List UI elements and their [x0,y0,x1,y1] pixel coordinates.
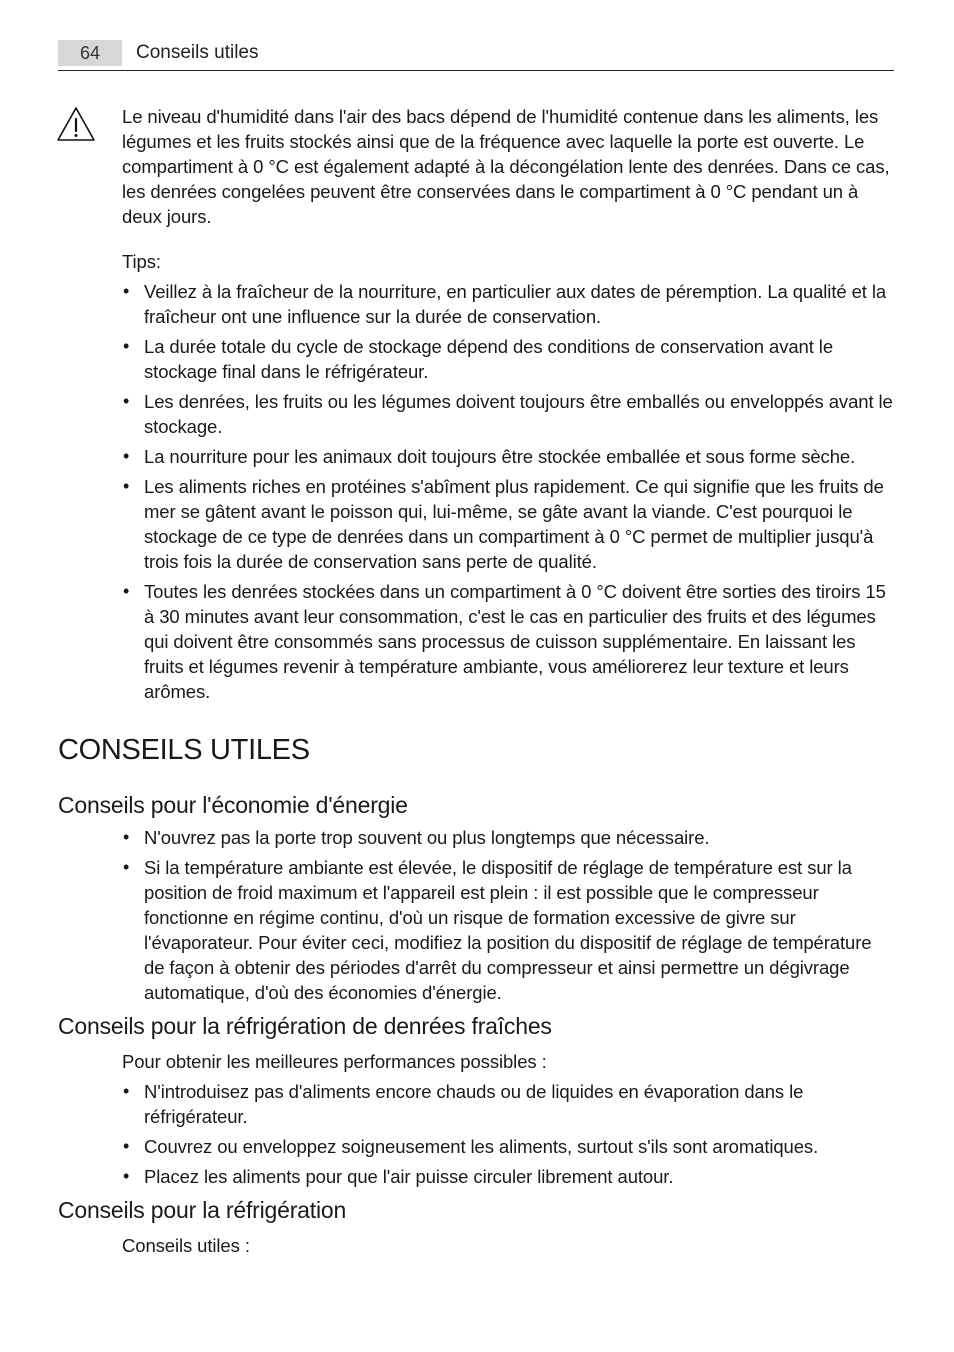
tips-list [122,279,894,704]
list-item: • Toutes les denrées stockées dans un compartiment à 0 °C doivent être sorties des tiroirs 15 à 30 minutes avant leur consommation, c'est le cas en particulier des fruits et des légumes qui doivent être consommés sans processus de cuisson supplémentaire. En laissant les fruits et légumes revenir à température ambiante, vous améliorerez leur texture et leurs arômes. [122,579,894,704]
energy-heading: Conseils pour l'économie d'énergie [58,792,408,818]
tips-label: Tips: [122,251,161,272]
running-header: Conseils utiles [136,42,259,63]
list-item: • Les denrées, les fruits ou les légumes doivent toujours être emballés ou enveloppés avant le stockage. [122,389,894,439]
warning-block [122,104,894,704]
fresh-list [122,1079,894,1189]
fresh-heading: Conseils pour la réfrigération de denrées fraîches [58,1013,552,1039]
list-item: • Si la température ambiante est élevée, le dispositif de réglage de température est sur la position de froid maximum et l'appareil est plein : il est possible que le compresseur fonctionne en régime continu, d'où un risque de formation excessive de givre sur l'évaporateur. Pour éviter ceci, modifiez la position du dispositif de réglage de température de façon à obtenir des périodes d'arrêt du compresseur et ainsi permettre un dégivrage automatique, d'où des économies d'énergie. [122,855,894,1005]
list-item: • La nourriture pour les animaux doit toujours être stockée emballée et sous forme sèche. [122,444,894,469]
energy-list [122,825,894,1005]
fresh-intro: Pour obtenir les meilleures performances possibles : [122,1051,547,1072]
list-item: • Placez les aliments pour que l'air puisse circuler librement autour. [122,1164,894,1189]
list-item: • Veillez à la fraîcheur de la nourriture, en particulier aux dates de péremption. La qualité et la fraîcheur ont une influence sur la durée de conservation. [122,279,894,329]
warning-text: Le niveau d'humidité dans l'air des bacs dépend de l'humidité contenue dans les aliments, les légumes et les fruits stockés ainsi que de la fréquence avec laquelle la porte est ouverte. Le compartiment à 0 °C est également adapté à la décongélation lente des denrées. Dans ce cas, les denrées congelées peuvent être conservées dans le compartiment à 0 °C pendant un à deux jours. [122,106,890,227]
refrig-intro: Conseils utiles : [122,1235,250,1256]
section-title: CONSEILS UTILES [58,734,310,766]
page-number: 64 [58,40,122,66]
page-content [58,0,894,1258]
list-item: • N'ouvrez pas la porte trop souvent ou plus longtemps que nécessaire. [122,825,894,850]
refrig-heading: Conseils pour la réfrigération [58,1197,347,1223]
list-item: • N'introduisez pas d'aliments encore chauds ou de liquides en évaporation dans le réfrigérateur. [122,1079,894,1129]
list-item: • Les aliments riches en protéines s'abîment plus rapidement. Ce qui signifie que les fruits de mer se gâtent avant le poisson qui, lui-même, se gâte avant la viande. C'est pourquoi le stockage de ce type de denrées dans un compartiment à 0 °C permet de multiplier jusqu'à trois fois la durée de conservation sans perte de qualité. [122,474,894,574]
list-item: • La durée totale du cycle de stockage dépend des conditions de conservation avant le stockage final dans le réfrigérateur. [122,334,894,384]
list-item: • Couvrez ou enveloppez soigneusement les aliments, surtout s'ils sont aromatiques. [122,1134,894,1159]
